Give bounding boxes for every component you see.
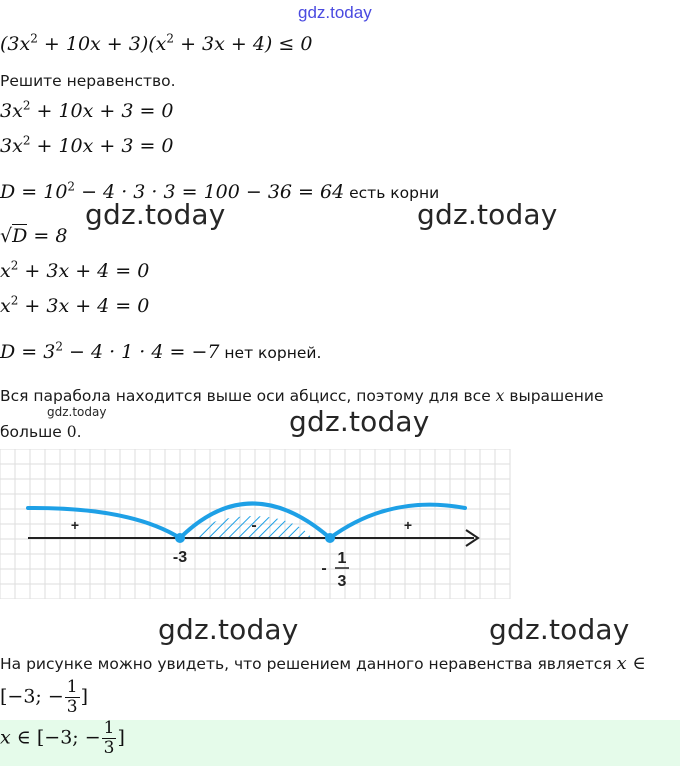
watermark: gdz.today — [289, 405, 430, 438]
sign-plus-right: + — [403, 517, 413, 533]
root-point-left — [175, 533, 185, 543]
root-label-right-sign: - — [321, 560, 327, 577]
explanation-line-1: Вся парабола находится выше оси абцисс, поэтому для все x вырашение — [0, 387, 604, 405]
conclusion-interval: [−3; − $\frac{1}{3}$ ] — [0, 677, 89, 717]
sign-minus-middle: - — [251, 517, 257, 534]
step1-equation-repeat: $3x^2 + 10x + 3 = 0$ — [0, 133, 174, 157]
task-inequality: $(3x^2 + 10x + 3)(x^2 + 3x + 4) \le 0$ — [0, 31, 313, 55]
root-label-left: -3 — [172, 549, 188, 566]
step1-sqrt: √D = 8 — [0, 225, 68, 247]
task-instruction: Решите неравенство. — [0, 72, 176, 90]
watermark: gdz.today — [85, 198, 226, 231]
sign-plus-left: + — [70, 517, 80, 533]
step2-equation-repeat: $x^2 + 3x + 4 = 0$ — [0, 293, 150, 317]
watermark: gdz.today — [417, 198, 558, 231]
watermark-top: gdz.today — [298, 3, 372, 22]
explanation-line-2: больше 0. — [0, 423, 82, 441]
watermark-small: gdz.today — [47, 405, 107, 419]
step2-discriminant: $D = 3^2 - 4 \cdot 1 \cdot 4 = -7$ нет корней. — [0, 339, 322, 363]
root-point-right — [325, 533, 335, 543]
conclusion-text: На рисунке можно увидеть, что решением данного неравенства является x ∈ — [0, 653, 646, 674]
number-line-figure — [0, 449, 520, 599]
step1-discriminant: $D = 10^2 - 4 \cdot 3 \cdot 3 = 100 - 36 = 64$ есть корни — [0, 179, 440, 203]
watermark: gdz.today — [158, 613, 299, 646]
step1-equation: $3x^2 + 10x + 3 = 0$ — [0, 98, 174, 122]
root-label-right-denominator: 3 — [337, 573, 347, 590]
watermark: gdz.today — [489, 613, 630, 646]
root-label-right-numerator: 1 — [337, 550, 347, 567]
answer-expression: x ∈ [−3; − $\frac{1}{3}$ ] — [0, 718, 125, 758]
step2-equation: $x^2 + 3x + 4 = 0$ — [0, 258, 150, 282]
